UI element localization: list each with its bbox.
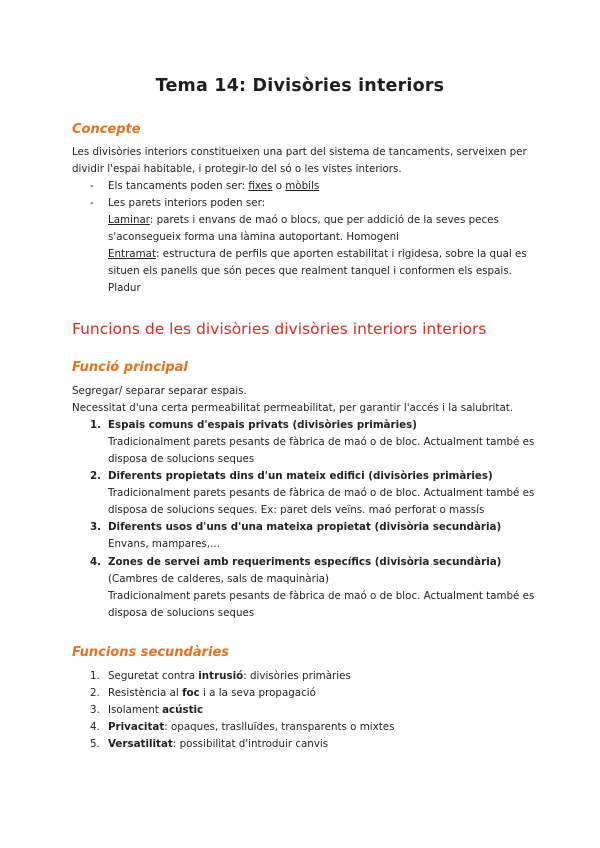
concepte-intro-line1: Les divisòries interiors constitueixen una part del sistema de tancaments, serveixen per: [72, 146, 527, 158]
laminar-text: : parets i envans de maó o blocs, que per addició de la seves peces: [149, 214, 499, 226]
entramat-line2: situen els panells que són peces que realment tanquel i conformen els espais.: [108, 265, 512, 277]
section-heading-concepte: Concepte: [72, 122, 141, 137]
list-item-versatilitat: [108, 736, 328, 753]
item-keyword: intrusió: [198, 670, 244, 682]
list-item-title: Diferents usos d'uns d'una mateixa propietat (divisòria secundària): [108, 521, 502, 533]
item-text: Isolament: [108, 704, 163, 716]
list-item-number: 1.: [90, 670, 100, 682]
list-item-text: Envans, mampares,...: [108, 538, 220, 550]
entramat-text: : estructura de perfils que aporten estabilitat i rigidesa, sobre la qual es: [156, 248, 527, 260]
bullet-tancaments-text: Els tancaments poden ser:: [108, 180, 249, 192]
item-text: : divisòries primàries: [243, 670, 351, 682]
principal-line1: Segregar/ separar separar espais.: [72, 385, 247, 397]
item-keyword: acústic: [162, 704, 204, 716]
item-text: Seguretat contra: [108, 670, 199, 682]
list-item-text: disposa de solucions seques: [108, 607, 255, 619]
list-item-text: disposa de solucions seques: [108, 453, 255, 465]
item-text: Resistència al: [108, 687, 183, 699]
bullet-tancaments-or: o: [272, 180, 286, 192]
item-keyword: Versatilitat: [108, 738, 173, 750]
list-item-number: 2.: [90, 470, 102, 482]
list-item-title: Zones de servei amb requeriments específics (divisòria secundària): [108, 556, 502, 568]
list-item-text: (Cambres de calderes, sals de maquinària): [108, 573, 330, 585]
concepte-intro-line2: dividir l'espai habitable, i protegir-lo del só o les vistes interiors.: [72, 163, 402, 175]
list-item-text: Tradicionalment parets pesants de fàbrica de maó o de bloc. Actualment també es: [108, 487, 535, 499]
list-item-number: 3.: [90, 521, 102, 533]
item-text: i a la seva propagació: [199, 687, 316, 699]
entramat-line3: Pladur: [108, 282, 141, 294]
list-item-number: 3.: [90, 704, 100, 716]
item-text: : possibilitat d'introduir canvis: [172, 738, 329, 750]
bullet-dash: -: [90, 197, 94, 209]
bullet-parets: Les parets interiors poden ser:: [108, 197, 266, 209]
laminar-line1: [108, 212, 499, 229]
page-title: Tema 14: Divisòries interiors: [155, 76, 445, 96]
term-laminar: Laminar: [108, 214, 150, 226]
list-item-title: Diferents propietats dins d'un mateix edifici (divisòries primàries): [108, 470, 493, 482]
list-item-text: disposa de solucions seques. Ex: paret dels veïns. maó perforat o massís: [108, 504, 485, 516]
link-fixes: fixes: [248, 180, 273, 192]
link-mobils: mòbils: [285, 180, 320, 192]
list-item-isolament: [108, 702, 203, 719]
list-item-number: 4.: [90, 721, 100, 733]
list-item-number: 1.: [90, 419, 102, 431]
item-keyword: Privacitat: [108, 721, 165, 733]
principal-line2: Necessitat d'una certa permeabilitat permeabilitat, per garantir l'accés i la salubritat.: [72, 402, 514, 414]
item-keyword: foc: [182, 687, 200, 699]
item-text: : opaques, traslluïdes, transparents o mixtes: [164, 721, 395, 733]
list-item-privacitat: [108, 719, 394, 736]
list-item-number: 4.: [90, 556, 102, 568]
list-item-text: Tradicionalment parets pesants de fàbrica de maó o de bloc. Actualment també es: [108, 590, 535, 602]
laminar-line2: s'aconsegueix forma una làmina autoportant. Homogeni: [108, 231, 400, 243]
entramat-line1: [108, 246, 527, 263]
section-heading-funcions: Funcions de les divisòries divisòries interiors interiors: [72, 320, 487, 338]
list-item-number: 2.: [90, 687, 100, 699]
term-entramat: Entramat: [108, 248, 156, 260]
bullet-tancaments: [108, 178, 319, 195]
list-item-number: 5.: [90, 738, 100, 750]
list-item-title: Espais comuns d'espais privats (divisòries primàries): [108, 419, 417, 431]
section-heading-funcions-secundaries: Funcions secundàries: [72, 645, 230, 660]
list-item-seguretat: [108, 668, 351, 685]
list-item-resistencia: [108, 685, 316, 702]
bullet-dash: -: [90, 180, 94, 192]
section-heading-funcio-principal: Funció principal: [72, 360, 188, 375]
list-item-text: Tradicionalment parets pesants de fàbrica de maó o de bloc. Actualment també es: [108, 436, 535, 448]
